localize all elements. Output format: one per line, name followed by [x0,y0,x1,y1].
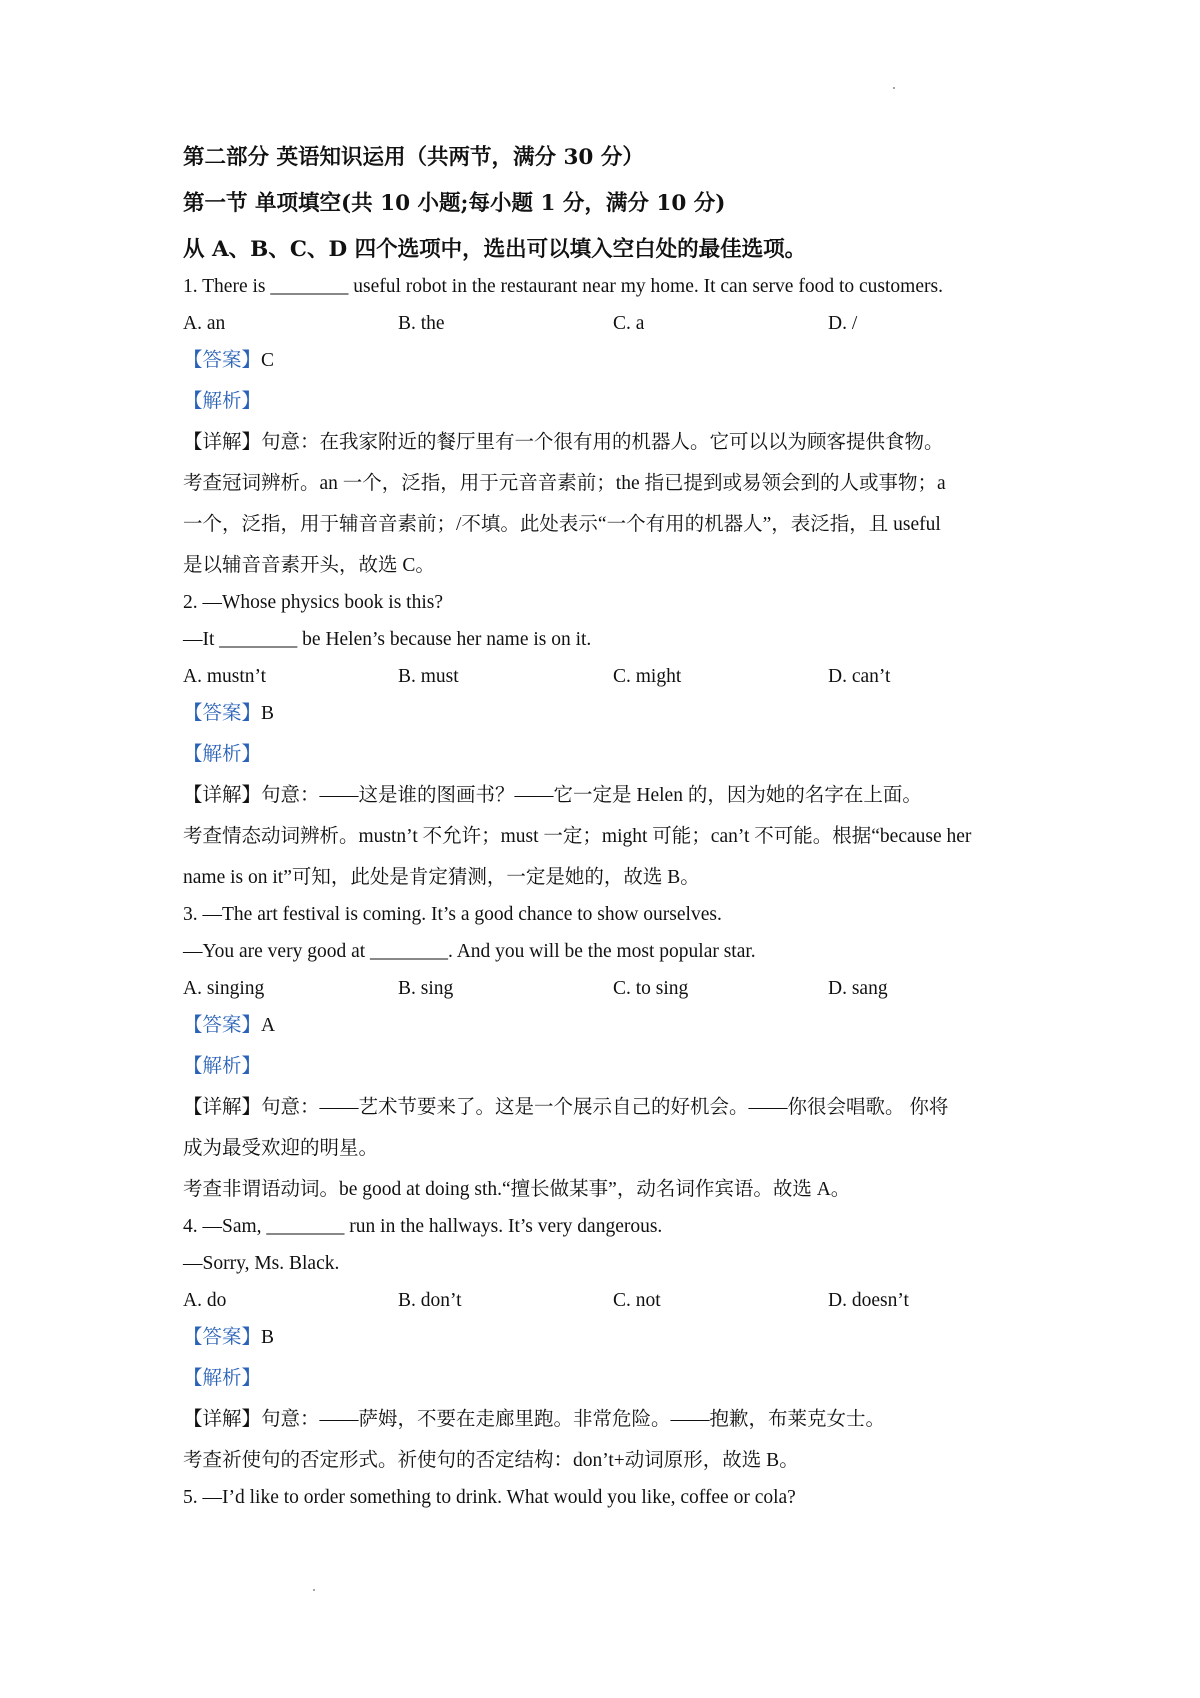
options-row [183,664,1043,690]
detail-line [183,783,1043,809]
detail-line [183,1095,1043,1121]
section-title: 第一节 单项填空(共 10 小题;每小题 1 分，满分 10 分) [183,191,726,216]
option-a: A. mustn’t [183,666,267,687]
question-1 [183,274,1043,579]
analysis-line [183,742,1043,768]
detail-label: 【详解】 [183,1097,262,1118]
question-stem: 5. —I’d like to order something to drink. What would you like, coffee or cola? [183,1487,796,1508]
question-stem: 3. —The art festival is coming. It’s a good chance to show ourselves. [183,904,722,925]
answer-line [183,1325,1043,1351]
detail-text: 句意：——萨姆，不要在走廊里跑。非常危险。——抱歉，布莱克女士。 [261,1409,886,1430]
detail-line [183,430,1043,456]
option-d: D. can’t [828,666,891,687]
analysis-label: 【解析】 [183,744,262,765]
question-stem: 2. —Whose physics book is this? [183,592,443,613]
detail-line [183,1407,1043,1433]
answer-value: A [261,1015,276,1036]
question-4 [183,1214,1043,1474]
question-stem: 4. —Sam, ________ run in the hallways. It’s very dangerous. [183,1216,663,1237]
option-d: D. sang [828,978,888,999]
answer-line [183,1013,1043,1039]
question-5 [183,1485,1043,1511]
options-row [183,976,1043,1002]
option-c: C. a [613,313,645,334]
detail-text: 句意：——这是谁的图画书？——它一定是 Helen 的，因为她的名字在上面。 [261,785,922,806]
detail-line: name is on it”可知，此处是肯定猜测，一定是她的，故选 B。 [183,867,700,888]
analysis-line [183,1366,1043,1392]
analysis-label: 【解析】 [183,391,262,412]
part-title: 第二部分 英语知识运用（共两节，满分 30 分） [183,145,644,170]
answer-label: 【答案】 [183,1015,262,1036]
detail-line: 是以辅音音素开头，故选 C。 [183,555,435,576]
detail-line: 考查冠词辨析。an 一个，泛指，用于元音音素前；the 指已提到或易领会到的人或事物；a [183,473,946,494]
option-d: D. doesn’t [828,1290,909,1311]
question-2 [183,590,1043,891]
analysis-line [183,1054,1043,1080]
detail-line: 考查情态动词辨析。mustn’t 不允许；must 一定；might 可能；can’t 不可能。根据“because her [183,826,972,847]
corner-speck [893,87,895,89]
answer-value: C [261,350,275,371]
detail-text: 句意：在我家附近的餐厅里有一个很有用的机器人。它可以以为顾客提供食物。 [261,432,944,453]
analysis-label: 【解析】 [183,1056,262,1077]
option-c: C. to sing [613,978,689,999]
question-3 [183,902,1043,1203]
option-b: B. don’t [398,1290,462,1311]
option-b: B. sing [398,978,454,999]
option-c: C. might [613,666,682,687]
option-d: D. / [828,313,858,334]
detail-label: 【详解】 [183,432,262,453]
detail-line: 成为最受欢迎的明星。 [183,1138,379,1159]
question-stem: —Sorry, Ms. Black. [183,1253,340,1274]
option-a: A. singing [183,978,265,999]
instruction: 从 A、B、C、D 四个选项中，选出可以填入空白处的最佳选项。 [183,237,807,262]
question-stem: 1. There is ________ useful robot in the restaurant near my home. It can serve food to customers. [183,276,943,297]
answer-label: 【答案】 [183,350,262,371]
option-b: B. must [398,666,459,687]
detail-line: 考查非谓语动词。be good at doing sth.“擅长做某事”，动名词作宾语。故选 A。 [183,1179,851,1200]
document-page [183,146,1043,1522]
detail-line: 一个，泛指，用于辅音音素前；/不填。此处表示“一个有用的机器人”，表泛指，且 useful [183,514,941,535]
answer-line [183,348,1043,374]
footer-speck [313,1589,315,1591]
option-a: A. an [183,313,226,334]
answer-value: B [261,1327,275,1348]
question-stem: —It ________ be Helen’s because her name is on it. [183,629,592,650]
option-a: A. do [183,1290,227,1311]
answer-line [183,701,1043,727]
detail-line: 考查祈使句的否定形式。祈使句的否定结构：don’t+动词原形，故选 B。 [183,1450,799,1471]
option-b: B. the [398,313,445,334]
options-row [183,311,1043,337]
answer-label: 【答案】 [183,1327,262,1348]
detail-label: 【详解】 [183,785,262,806]
option-c: C. not [613,1290,661,1311]
answer-label: 【答案】 [183,703,262,724]
detail-text: 句意：——艺术节要来了。这是一个展示自己的好机会。——你很会唱歌。 你将 [261,1097,949,1118]
detail-label: 【详解】 [183,1409,262,1430]
options-row [183,1288,1043,1314]
analysis-line [183,389,1043,415]
analysis-label: 【解析】 [183,1368,262,1389]
answer-value: B [261,703,275,724]
question-stem: —You are very good at ________. And you will be the most popular star. [183,941,756,962]
